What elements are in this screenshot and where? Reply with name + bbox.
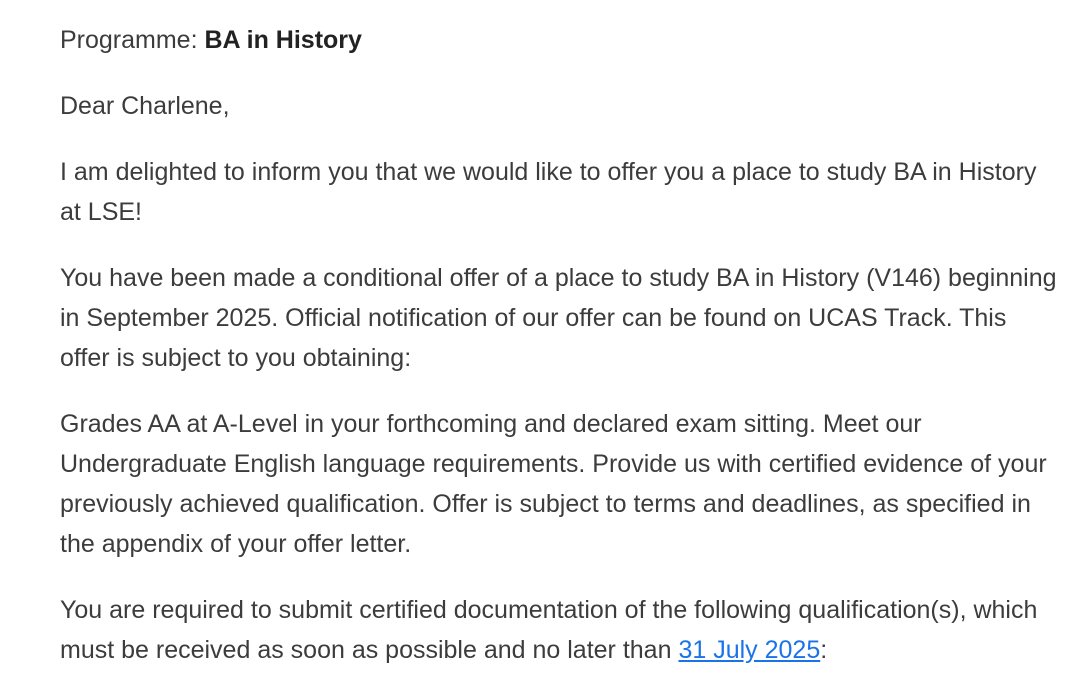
paragraph-conditional-offer: You have been made a conditional offer of a place to study BA in History (V146) beginning in September 2025. Official notification of our offer can be found on UCAS Track. This offer is subject to you obtaining:	[60, 264, 1057, 372]
programme-line	[60, 20, 1060, 60]
deadline-date-link[interactable]: 31 July 2025	[678, 636, 821, 664]
programme-value: BA in History	[204, 26, 362, 54]
paragraph-offer-intro: I am delighted to inform you that we would like to offer you a place to study BA in History at LSE!	[60, 158, 1037, 226]
documentation-text: You are required to submit certified documentation of the following qualification(s), which must be received as soon as possible and no later than	[60, 596, 1038, 664]
paragraph-conditions: Grades AA at A-Level in your forthcoming and declared exam sitting. Meet our Undergraduate English language requirements. Provide us with certified evidence of your previously achieved qualification. Offer is subject to terms and deadlines, as specified in the appendix of your offer letter.	[60, 410, 1047, 558]
greeting: Dear Charlene,	[60, 92, 230, 120]
paragraph-documentation	[60, 590, 1060, 670]
email-body	[60, 20, 1060, 696]
documentation-suffix: :	[820, 636, 828, 664]
programme-label: Programme:	[60, 26, 198, 54]
